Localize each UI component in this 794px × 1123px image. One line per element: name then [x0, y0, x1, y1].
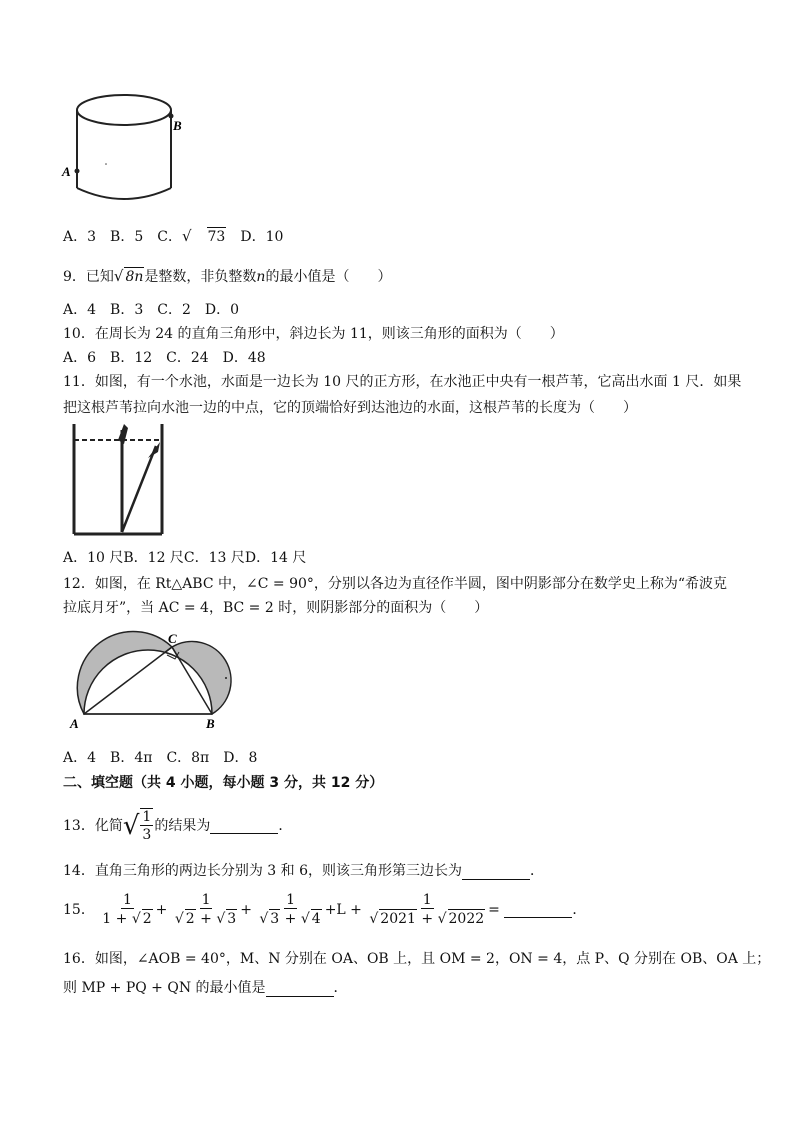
question-16-line1: 16．如图，∠AOB = 40°，M、N 分别在 OA、OB 上，且 OM = 2，ON = 4，点 P、Q 分别在 OB、OA 上；: [63, 951, 771, 967]
section-2-heading: 二、填空题（共 4 小题，每小题 3 分，共 12 分）: [63, 775, 384, 791]
q10-options: A．6 B．12 C．24 D．48: [63, 350, 266, 366]
question-12-line1: 12．如图，在 Rt△ABC 中，∠C = 90°，分别以各边为直径作半圆，图中阴影部分在数学史上称为“希波克: [63, 576, 728, 592]
question-9: 9．已知√ 8n是整数，非负整数n的最小值是（ ）: [63, 267, 392, 285]
question-14: 14．直角三角形的两边长分别为 3 和 6，则该三角形第三边长为 ．: [63, 863, 544, 879]
answer-blank[interactable]: [210, 819, 278, 834]
question-13: 13．化简√ $\frac{1}{3}$ 的结果为 ．: [63, 809, 293, 843]
q12-options: A．4 B．4π C．8π D．8: [63, 750, 258, 766]
question-16-line2: 则 MP + PQ + QN 的最小值是 ．: [63, 980, 348, 996]
question-11-line1: 11．如图，有一个水池，水面是一边长为 10 尺的正方形，在水池正中央有一根芦苇，它高出水面 1 尺．如果: [63, 374, 742, 390]
label-a: A: [62, 164, 71, 179]
q8-options: A．3 B．5 C．√ 73 D．10: [63, 227, 284, 245]
pond-figure: [66, 420, 176, 540]
question-12-line2: 拉底月牙”，当 AC = 4，BC = 2 时，则阴影部分的面积为（ ）: [63, 600, 489, 616]
question-15: 15． $\frac{1}{1 + √ 2}$ + $\frac{1}{√ 2 + √ 3}$ + $\frac{1}{√ 3 + √ 4}$ +L + $\frac{1}{√ 2021 + √ 2022}$ = ．: [63, 892, 587, 927]
answer-blank[interactable]: [266, 982, 334, 997]
lune-figure: [64, 628, 244, 736]
label-b: B: [173, 118, 182, 133]
label-b: B: [206, 716, 215, 731]
cylinder-figure: [58, 88, 188, 208]
answer-blank[interactable]: [462, 865, 530, 880]
label-a: A: [70, 716, 79, 731]
q9-options: A．4 B．3 C．2 D．0: [63, 302, 239, 318]
question-10: 10．在周长为 24 的直角三角形中，斜边长为 11，则该三角形的面积为（ ）: [63, 326, 564, 342]
label-c: C: [168, 631, 177, 646]
answer-blank[interactable]: [504, 903, 572, 918]
q11-options: A．10 尺B．12 尺C．13 尺D．14 尺: [63, 550, 307, 566]
question-11-line2: 把这根芦苇拉向水池一边的中点，它的顶端恰好到达池边的水面，这根芦苇的长度为（ ）: [63, 400, 637, 416]
